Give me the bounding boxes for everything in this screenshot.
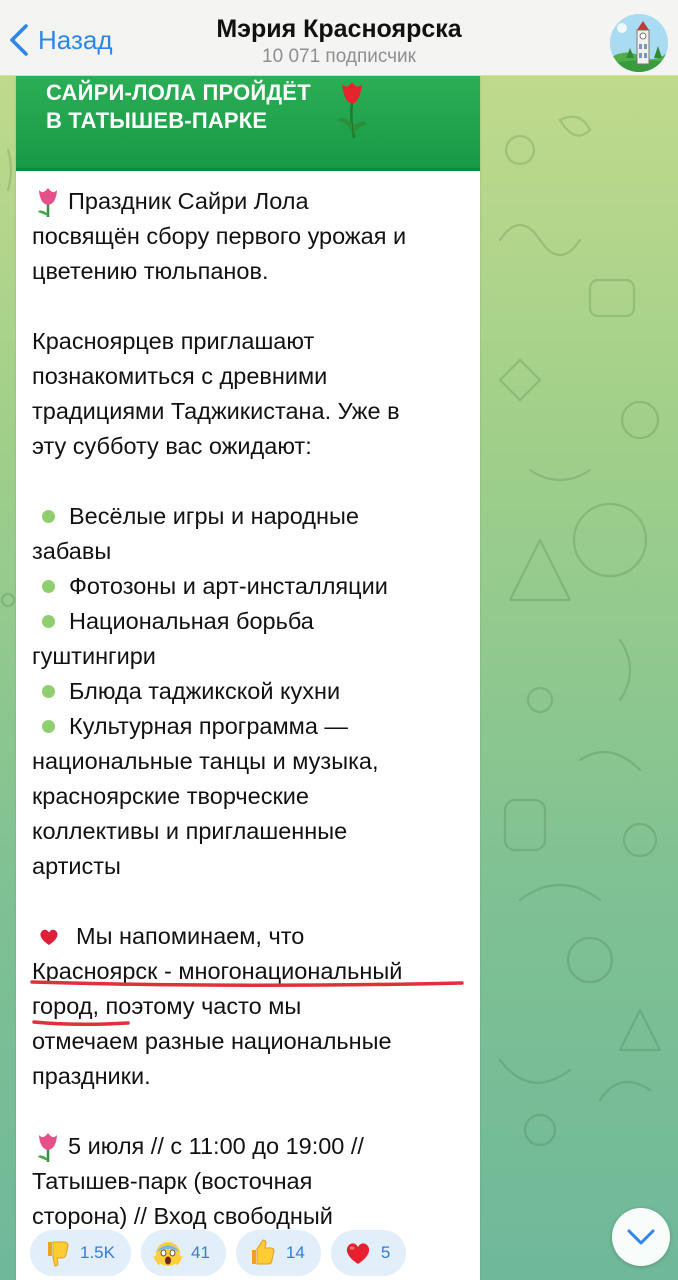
channel-info[interactable] bbox=[160, 14, 518, 69]
text-line: отмечаем разные национальные bbox=[32, 1028, 392, 1054]
text-line: артисты bbox=[32, 853, 121, 879]
text-line: 5 июля // с 11:00 до 19:00 // bbox=[32, 1129, 472, 1164]
green-circle-icon bbox=[42, 685, 55, 698]
text-line: национальные танцы и музыка, bbox=[32, 748, 379, 774]
list-item: Фотозоны и арт-инсталляции bbox=[32, 569, 472, 604]
screaming-face-icon bbox=[153, 1238, 183, 1268]
text-line: Красноярцев приглашают bbox=[32, 328, 315, 354]
tulip-emoji-icon bbox=[32, 186, 64, 218]
reactions-bar bbox=[30, 1230, 406, 1276]
text-line: праздники. bbox=[32, 1063, 151, 1089]
list-item: Национальная борьба bbox=[32, 604, 472, 639]
text-line: Красноярск - многонациональный bbox=[32, 958, 403, 984]
channel-avatar[interactable] bbox=[610, 14, 668, 72]
text-line: коллективы и приглашенные bbox=[32, 818, 348, 844]
text-line: сторона) // Вход свободный bbox=[32, 1203, 333, 1229]
text-line: традициями Таджикистана. Уже в bbox=[32, 398, 400, 424]
text-line: Мы напоминаем, что bbox=[32, 919, 472, 954]
thumbs-down-icon bbox=[42, 1238, 72, 1268]
scroll-down-button[interactable] bbox=[612, 1208, 670, 1266]
tulip-emoji-icon bbox=[32, 1131, 64, 1163]
text-line: красноярские творческие bbox=[32, 783, 309, 809]
text-line: город, поэтому часто мы bbox=[32, 993, 302, 1019]
green-circle-icon bbox=[42, 510, 55, 523]
text-line: посвящён сбору первого урожая и bbox=[32, 223, 407, 249]
channel-title: Мэрия Красноярска bbox=[216, 15, 462, 43]
channel-post bbox=[16, 76, 480, 1280]
chevron-down-icon bbox=[626, 1228, 656, 1246]
text-line: цветению тюльпанов. bbox=[32, 258, 269, 284]
banner-text bbox=[46, 79, 311, 135]
text-line: Татышев-парк (восточная bbox=[32, 1168, 313, 1194]
banner-line-2: В ТАТЫШЕВ-ПАРКЕ bbox=[46, 108, 268, 133]
back-button[interactable] bbox=[8, 20, 113, 60]
reaction-thumbs-down[interactable]: 1.5K bbox=[30, 1230, 131, 1276]
post-text bbox=[32, 184, 472, 1234]
red-heart-icon bbox=[343, 1238, 373, 1268]
text-line: забавы bbox=[32, 538, 112, 564]
list-item: Культурная программа — bbox=[32, 709, 472, 744]
green-circle-icon bbox=[42, 615, 55, 628]
tulip-icon bbox=[334, 76, 370, 140]
text-line: гуштингири bbox=[32, 643, 156, 669]
subscriber-count: 10 071 подписчик bbox=[262, 46, 416, 67]
text-line: эту субботу вас ожидают: bbox=[32, 433, 312, 459]
text-line: Праздник Сайри Лола bbox=[32, 184, 472, 219]
chat-header bbox=[0, 0, 678, 76]
green-circle-icon bbox=[42, 720, 55, 733]
reaction-thumbs-up[interactable]: 14 bbox=[236, 1230, 321, 1276]
heart-emoji-icon bbox=[36, 925, 62, 949]
text-line: познакомиться с древними bbox=[32, 363, 328, 389]
green-circle-icon bbox=[42, 580, 55, 593]
reaction-red-heart[interactable]: 5 bbox=[331, 1230, 406, 1276]
city-tower-avatar bbox=[610, 14, 668, 72]
back-label: Назад bbox=[38, 24, 113, 55]
list-item: Блюда таджикской кухни bbox=[32, 674, 472, 709]
chevron-left-icon bbox=[8, 23, 30, 57]
post-banner-image[interactable] bbox=[16, 76, 480, 171]
banner-line-1: САЙРИ-ЛОЛА ПРОЙДЁТ bbox=[46, 80, 311, 105]
reaction-screaming-face[interactable]: 41 bbox=[141, 1230, 226, 1276]
list-item: Весёлые игры и народные bbox=[32, 499, 472, 534]
thumbs-up-icon bbox=[248, 1238, 278, 1268]
